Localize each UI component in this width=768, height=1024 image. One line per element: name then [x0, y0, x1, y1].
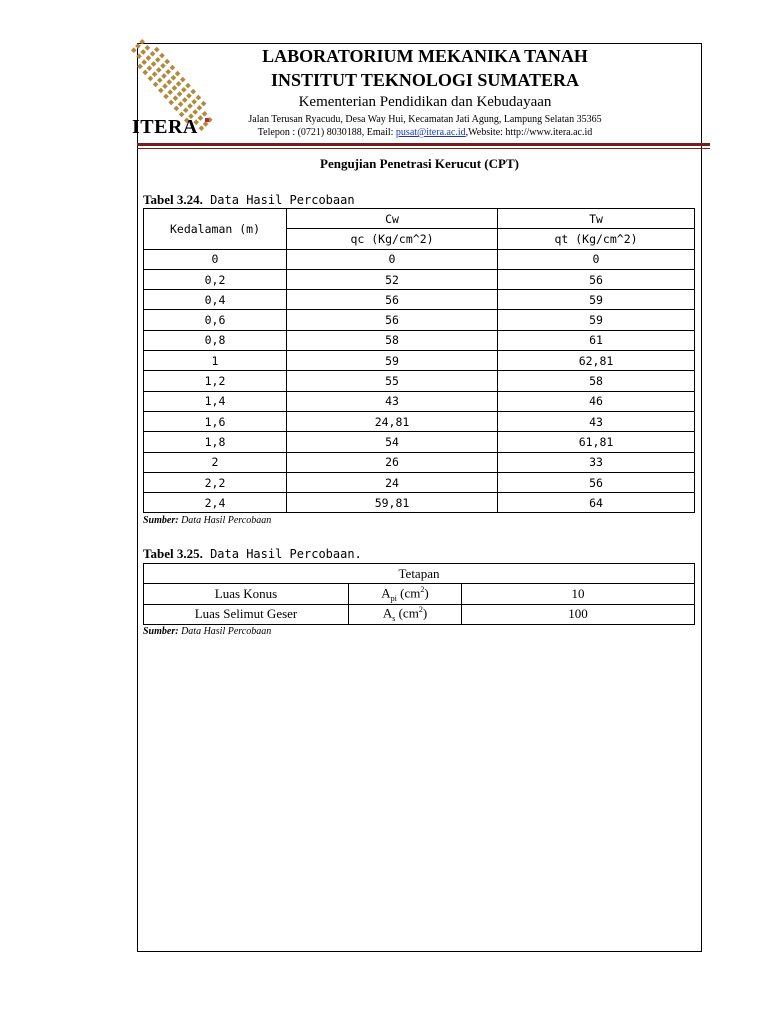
table25-source	[143, 626, 271, 637]
cell-qt: 43	[498, 411, 695, 431]
table-row	[144, 391, 695, 411]
symbol-subscript: pi	[390, 593, 397, 603]
cell-depth: 2,4	[144, 493, 287, 513]
cell-value: 100	[462, 604, 695, 624]
symbol-subscript: s	[392, 614, 396, 624]
logo-tile	[157, 77, 163, 83]
logo-tile	[161, 73, 167, 79]
table-row	[144, 452, 695, 472]
cell-depth: 0,8	[144, 330, 287, 350]
cell-depth: 2,2	[144, 472, 287, 492]
cell-depth: 1,8	[144, 432, 287, 452]
logo-tile	[164, 59, 170, 65]
cell-depth: 2	[144, 452, 287, 472]
logo-tile	[146, 55, 152, 61]
email-link[interactable]: pusat@itera.ac.id	[395, 127, 466, 138]
cell-depth: 1	[144, 351, 287, 371]
table25-caption	[143, 546, 362, 562]
logo-tile	[180, 77, 186, 83]
source-label: Sumber:	[143, 515, 179, 526]
table-row	[144, 584, 695, 604]
unit-suffix: )	[422, 605, 428, 621]
cell-qt: 61	[498, 330, 695, 350]
cell-qt: 61,81	[498, 432, 695, 452]
table24-caption-label: Tabel 3.24.	[143, 192, 203, 207]
unit-prefix: (cm	[395, 605, 419, 621]
logo-tile	[131, 47, 137, 53]
table-row	[144, 493, 695, 513]
logo-tile	[163, 94, 169, 100]
symbol: A	[381, 585, 391, 601]
institute-name: INSTITUT TEKNOLOGI SUMATERA	[270, 70, 580, 90]
unit-exponent: 2	[418, 605, 423, 615]
cell-qt: 33	[498, 452, 695, 472]
table-row	[144, 411, 695, 431]
cell-qt: 59	[498, 310, 695, 330]
logo-tile	[182, 97, 188, 103]
cell-depth: 0,6	[144, 310, 287, 330]
header-rule-thin	[137, 148, 710, 149]
logo-tile	[139, 39, 145, 45]
cell-qt: 58	[498, 371, 695, 391]
logo-tile	[192, 109, 198, 115]
logo-tile	[178, 101, 184, 107]
logo-tile	[167, 89, 173, 95]
col-header-tw: Tw	[498, 209, 695, 229]
logo-tile	[148, 76, 154, 82]
col-header-tetapan: Tetapan	[144, 564, 695, 584]
cell-qc: 24	[287, 472, 498, 492]
table-row	[144, 290, 695, 310]
col-header-qc: qc (Kg/cm^2)	[287, 229, 498, 249]
cell-parameter-name: Luas Selimut Geser	[144, 604, 349, 624]
contact-line	[205, 127, 645, 138]
table-row	[144, 310, 695, 330]
cell-value: 10	[462, 584, 695, 604]
logo-tile	[142, 70, 148, 76]
logo-tile	[165, 69, 171, 75]
logo-tile	[166, 79, 172, 85]
logo-tile	[150, 51, 156, 57]
cell-qc: 56	[287, 290, 498, 310]
logo-tile	[168, 100, 174, 106]
cell-qt: 59	[498, 290, 695, 310]
logo-tile	[155, 57, 161, 63]
table-row	[144, 249, 695, 269]
cell-qt: 56	[498, 269, 695, 289]
cell-qt: 56	[498, 472, 695, 492]
table-row	[144, 432, 695, 452]
cell-depth: 1,4	[144, 391, 287, 411]
logo-tile	[185, 83, 191, 89]
phone-text: Telepon : (0721) 8030188, Email:	[257, 127, 396, 138]
table-row	[144, 330, 695, 350]
table25-caption-label: Tabel 3.25.	[143, 546, 203, 561]
unit-exponent: 2	[420, 584, 425, 594]
cell-parameter-name: Luas Konus	[144, 584, 349, 604]
cell-depth: 1,6	[144, 411, 287, 431]
unit-suffix: )	[424, 585, 429, 601]
logo-tile	[147, 65, 153, 71]
logo-tile	[187, 103, 193, 109]
logo-tile	[145, 45, 151, 51]
logo-tile	[173, 95, 179, 101]
website-text: ,Website: http://www.itera.ac.id	[465, 127, 593, 138]
logo-tile	[172, 85, 178, 91]
cell-qc: 43	[287, 391, 498, 411]
cell-qc: 26	[287, 452, 498, 472]
cell-qc: 58	[287, 330, 498, 350]
unit-prefix: (cm	[396, 585, 421, 601]
table-header-row	[144, 564, 695, 584]
table-header-row	[144, 209, 695, 229]
cell-qt: 46	[498, 391, 695, 411]
logo-tile	[152, 71, 158, 77]
logo-tile	[191, 99, 197, 105]
ministry-name: Kementerian Pendidikan dan Kebudayaan	[298, 94, 552, 110]
logo-tile	[153, 82, 159, 88]
col-header-cw: Cw	[287, 209, 498, 229]
table24-caption-text: Data Hasil Percobaan	[202, 193, 355, 207]
logo-tile	[171, 75, 177, 81]
logo-tile	[177, 91, 183, 97]
logo-tile	[196, 95, 202, 101]
logo-tile	[162, 83, 168, 89]
logo-tile	[190, 89, 196, 95]
logo-tile	[199, 125, 205, 131]
logo-tile	[181, 87, 187, 93]
address: Jalan Terusan Ryacudu, Desa Way Hui, Kecamatan Jati Agung, Lampung Selatan 35365	[248, 114, 602, 125]
cell-depth: 0,4	[144, 290, 287, 310]
cell-qc: 54	[287, 432, 498, 452]
logo-tile	[186, 93, 192, 99]
logo-tile	[174, 106, 180, 112]
logo-tile	[170, 65, 176, 71]
logo-tile	[156, 67, 162, 73]
logo-tile	[198, 115, 204, 121]
cell-qc: 0	[287, 249, 498, 269]
table-row	[144, 371, 695, 391]
symbol: A	[382, 605, 393, 621]
cell-qc: 56	[287, 310, 498, 330]
lab-name: LABORATORIUM MEKANIKA TANAH	[262, 46, 588, 66]
cell-qt: 62,81	[498, 351, 695, 371]
cell-qc: 24,81	[287, 411, 498, 431]
cell-qc: 59,81	[287, 493, 498, 513]
cell-qc: 55	[287, 371, 498, 391]
col-header-qt: qt (Kg/cm^2)	[498, 229, 695, 249]
logo-tile	[136, 53, 142, 59]
cell-qt: 0	[498, 249, 695, 269]
header-rule-thick	[137, 143, 710, 146]
table24-source	[143, 515, 271, 526]
table-row	[144, 472, 695, 492]
cell-qc: 59	[287, 351, 498, 371]
logo-tile	[141, 59, 147, 65]
cell-symbol	[349, 604, 462, 624]
logo-tile	[158, 88, 164, 94]
logo-tile	[140, 49, 146, 55]
logo-tile	[183, 107, 189, 113]
table-row	[144, 269, 695, 289]
logo-tile	[135, 43, 141, 49]
cell-qt: 64	[498, 493, 695, 513]
source-text: Data Hasil Percobaan	[178, 626, 272, 637]
document-title: Pengujian Penetrasi Kerucut (CPT)	[320, 156, 519, 171]
table24-caption	[143, 192, 355, 208]
table-3-24	[143, 208, 695, 513]
col-header-depth: Kedalaman (m)	[144, 209, 287, 250]
table25-caption-text: Data Hasil Percobaan.	[202, 547, 362, 561]
table-3-25	[143, 563, 695, 625]
cell-depth: 0	[144, 249, 287, 269]
table-row	[144, 604, 695, 624]
table-row	[144, 351, 695, 371]
cell-qc: 52	[287, 269, 498, 289]
logo-text: ITERA	[132, 116, 198, 138]
logo-tile	[176, 81, 182, 87]
logo-tile	[175, 71, 181, 77]
logo-tile	[154, 47, 160, 53]
cell-depth: 0,2	[144, 269, 287, 289]
logo-tile	[151, 61, 157, 67]
logo-tile	[160, 63, 166, 69]
cell-symbol	[349, 584, 462, 604]
source-text: Data Hasil Percobaan	[178, 515, 272, 526]
cell-depth: 1,2	[144, 371, 287, 391]
logo-tile	[137, 64, 143, 70]
logo-tile	[159, 53, 165, 59]
source-label: Sumber:	[143, 626, 179, 637]
logo-tile	[197, 105, 203, 111]
